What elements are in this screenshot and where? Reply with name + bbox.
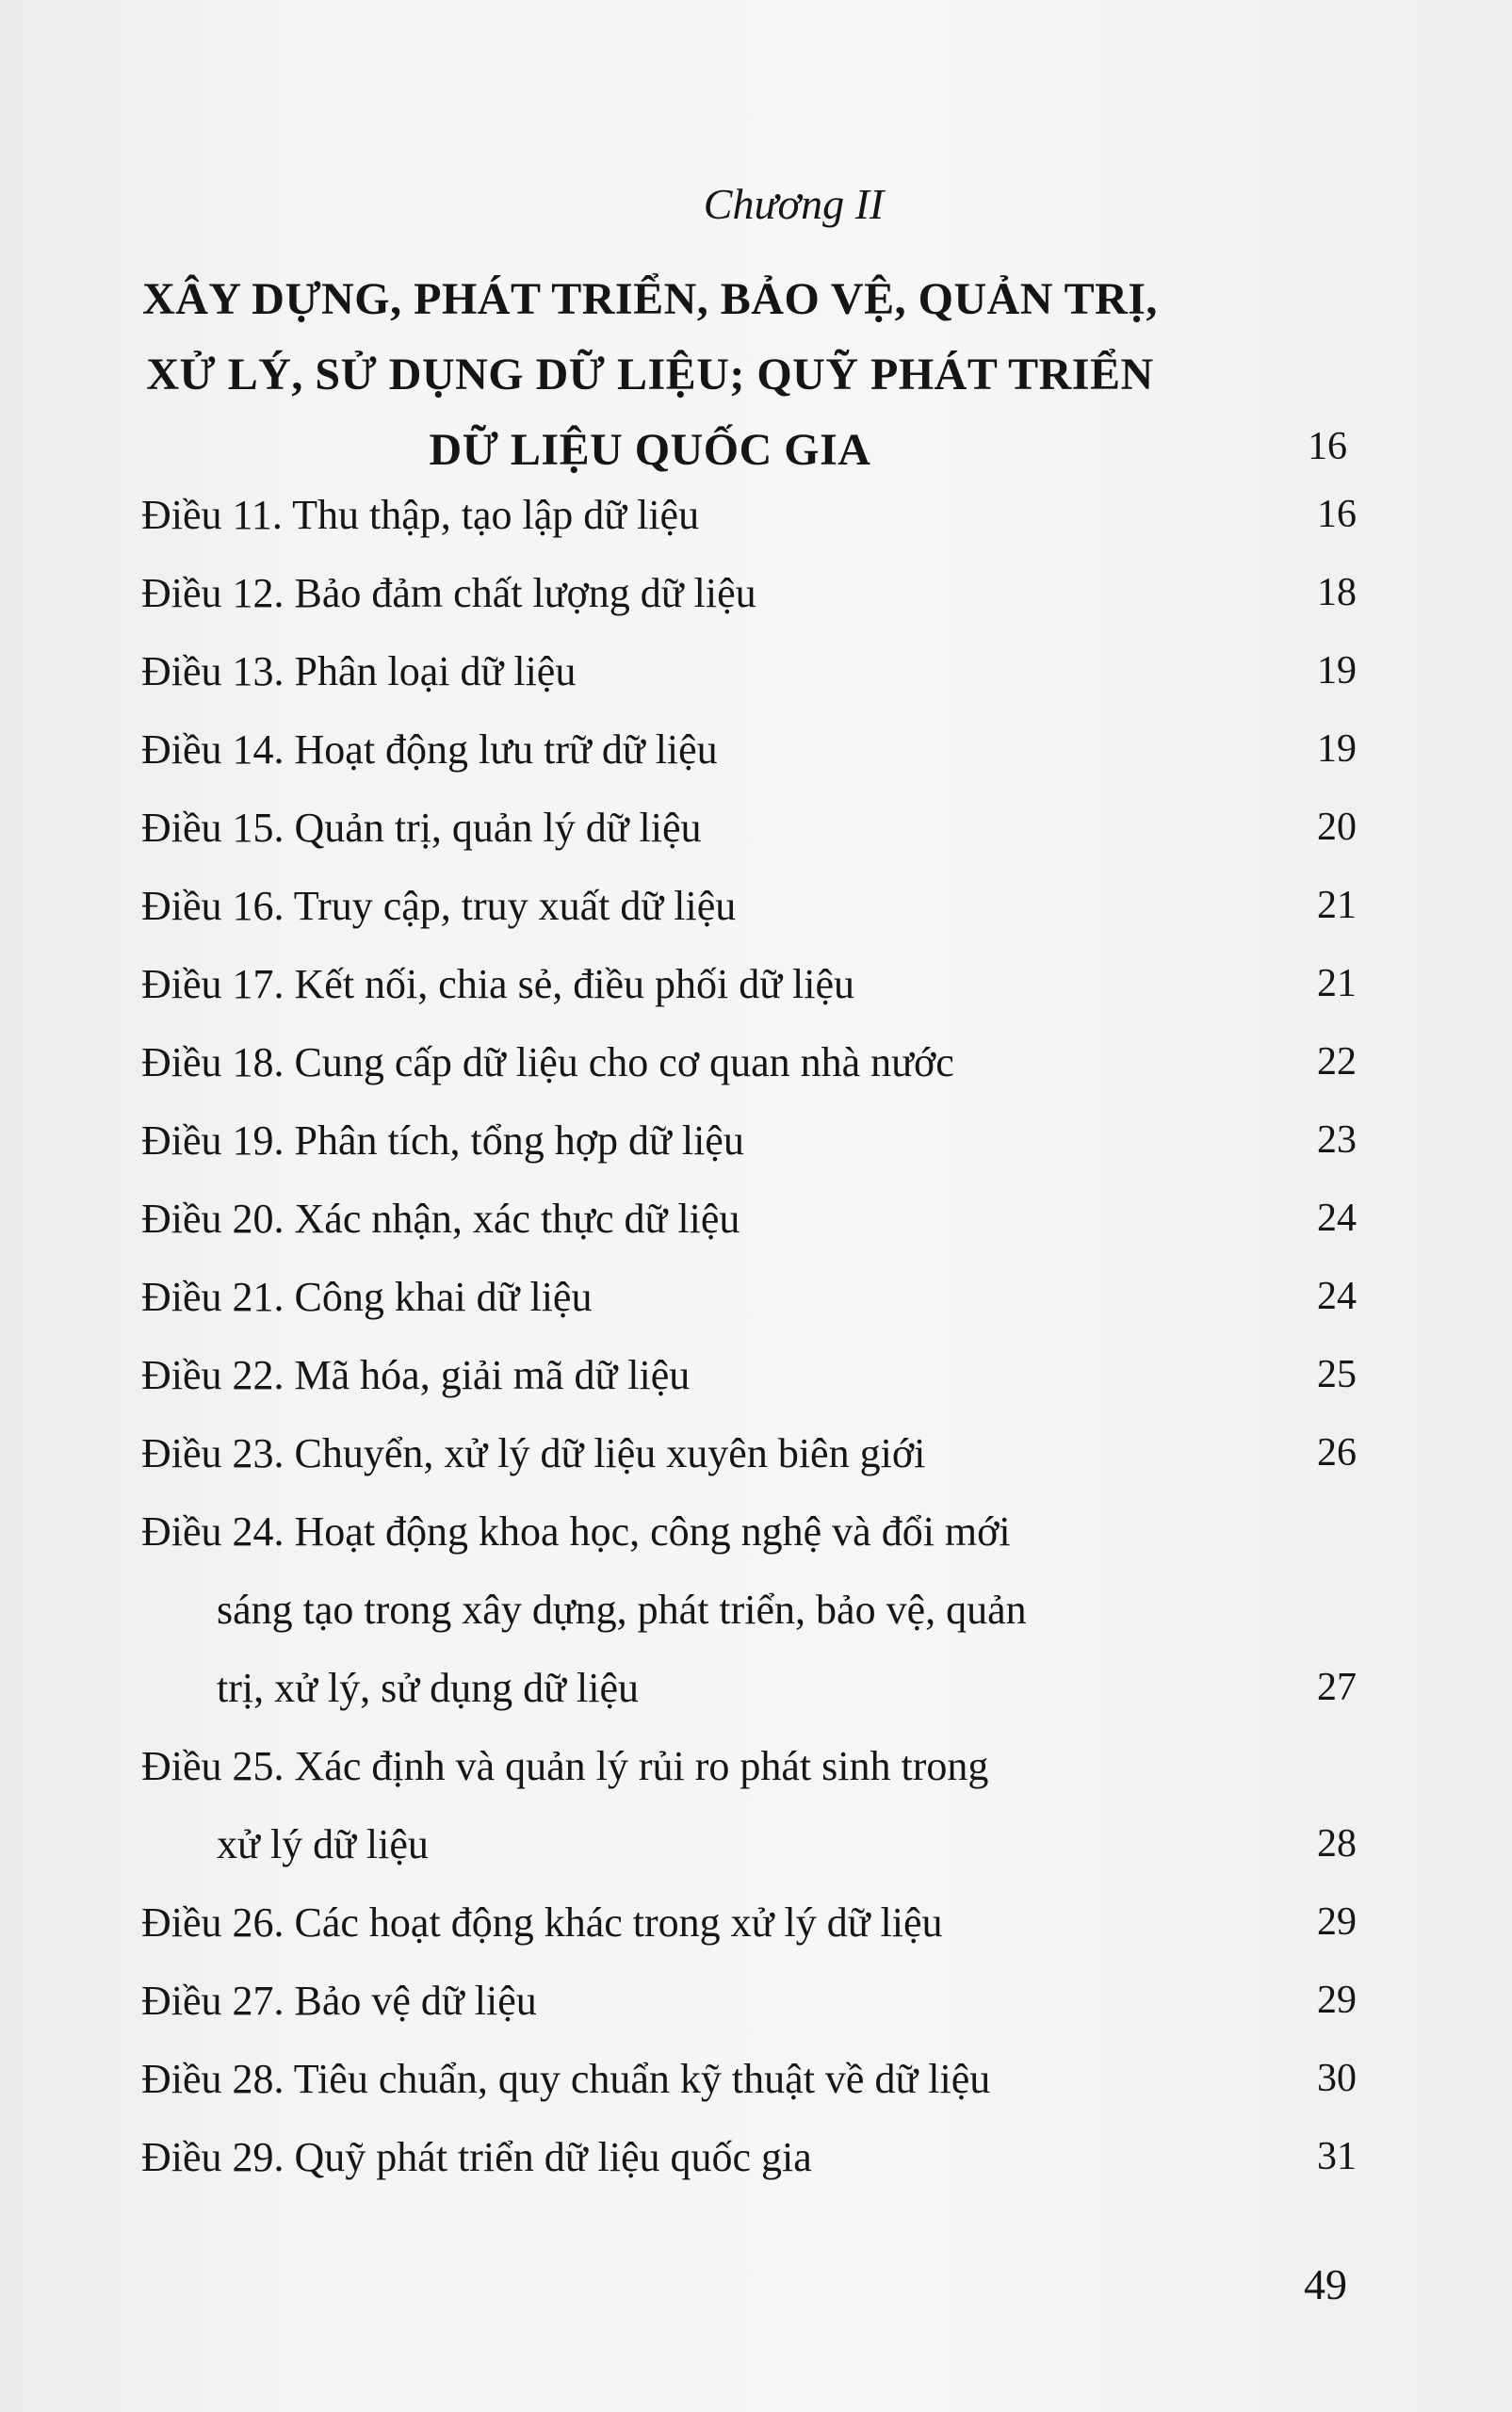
toc-entry <box>141 710 1357 789</box>
toc-entry-page-number: 29 <box>1317 1900 1357 1944</box>
toc-entry-title <box>141 1414 1357 1492</box>
toc-entry-title <box>141 1962 1357 2040</box>
toc-entry-page-number: 29 <box>1317 1979 1357 2022</box>
toc-entry-title <box>141 1883 1357 1962</box>
toc-entry-title <box>141 945 1357 1023</box>
toc-entry-page-number: 31 <box>1317 2135 1357 2178</box>
toc-entry-title <box>141 2118 1357 2196</box>
toc-entry-title-line: Điều 21. Công khai dữ liệu <box>141 1274 593 1320</box>
toc-entry-title-line: Điều 14. Hoạt động lưu trữ dữ liệu <box>141 726 718 773</box>
toc-entry-title-line: Điều 11. Thu thập, tạo lập dữ liệu <box>141 492 700 538</box>
toc-entry-title-line: Điều 26. Các hoạt động khác trong xử lý dữ liệu <box>141 1899 943 1946</box>
toc-entry-page-number: 27 <box>1317 1666 1357 1709</box>
toc-entry-title <box>141 1492 1357 1727</box>
toc-entry-title-line: Điều 13. Phân loại dữ liệu <box>141 648 577 694</box>
toc-entry-title-line: Điều 28. Tiêu chuẩn, quy chuẩn kỹ thuật về dữ liệu <box>141 2056 991 2102</box>
toc-entry-page-number: 24 <box>1317 1275 1357 1318</box>
toc-entry-title-line: Điều 20. Xác nhận, xác thực dữ liệu <box>141 1196 740 1242</box>
toc-entry-title-line: Điều 29. Quỹ phát triển dữ liệu quốc gia <box>141 2134 812 2180</box>
toc-entry-title-line: xử lý dữ liệu <box>217 1821 429 1867</box>
toc-entry-title-line: Điều 15. Quản trị, quản lý dữ liệu <box>141 805 702 851</box>
toc-entry-title-line: Điều 22. Mã hóa, giải mã dữ liệu <box>141 1352 691 1398</box>
toc-entry-title-line: Điều 27. Bảo vệ dữ liệu <box>141 1978 537 2024</box>
toc-entry-page-number: 26 <box>1317 1431 1357 1475</box>
toc-entry <box>141 1962 1357 2040</box>
toc-entry-title <box>141 789 1357 867</box>
toc-entry-title-line: Điều 16. Truy cập, truy xuất dữ liệu <box>141 883 737 929</box>
toc-entry-title <box>141 1101 1357 1180</box>
toc-entry-page-number: 19 <box>1317 649 1357 693</box>
toc-entry-page-number: 22 <box>1317 1040 1357 1084</box>
toc-entry <box>141 789 1357 867</box>
toc-entry-page-number: 23 <box>1317 1118 1357 1162</box>
toc-entry-page-number: 30 <box>1317 2057 1357 2100</box>
toc-entry-page-number: 16 <box>1317 493 1357 536</box>
toc-entry <box>141 1492 1357 1727</box>
toc-entry-title <box>141 1023 1357 1101</box>
toc-entry-page-number: 25 <box>1317 1353 1357 1396</box>
toc-entry-page-number: 24 <box>1317 1197 1357 1240</box>
toc-entry-title <box>141 1336 1357 1414</box>
toc-entry-title-line: Điều 25. Xác định và quản lý rủi ro phát sinh trong <box>141 1743 989 1789</box>
toc-entry <box>141 1883 1357 1962</box>
table-of-contents <box>141 476 1357 2196</box>
toc-entry-title <box>141 1180 1357 1258</box>
toc-entry-title-line: Điều 12. Bảo đảm chất lượng dữ liệu <box>141 570 756 616</box>
toc-entry <box>141 554 1357 632</box>
toc-entry-title-line: trị, xử lý, sử dụng dữ liệu <box>217 1665 639 1711</box>
toc-entry-page-number: 21 <box>1317 884 1357 927</box>
toc-entry-title <box>141 2040 1357 2118</box>
toc-entry-title <box>141 710 1357 789</box>
toc-entry <box>141 2040 1357 2118</box>
toc-entry <box>141 476 1357 554</box>
toc-entry-title-line: Điều 18. Cung cấp dữ liệu cho cơ quan nhà nước <box>141 1039 954 1085</box>
toc-entry-title-line: Điều 23. Chuyển, xử lý dữ liệu xuyên biên giới <box>141 1430 926 1476</box>
toc-entry-page-number: 19 <box>1317 727 1357 771</box>
toc-entry-title <box>141 1258 1357 1336</box>
toc-entry-title <box>141 554 1357 632</box>
toc-entry <box>141 1180 1357 1258</box>
toc-entry-title-line: Điều 24. Hoạt động khoa học, công nghệ và đổi mới <box>141 1508 1011 1555</box>
toc-entry <box>141 2118 1357 2196</box>
toc-entry <box>141 1336 1357 1414</box>
toc-entry-title <box>141 1727 1357 1883</box>
toc-entry <box>141 1258 1357 1336</box>
toc-entry-title-line: sáng tạo trong xây dựng, phát triển, bảo vệ, quản <box>217 1587 1027 1633</box>
toc-entry-page-number: 28 <box>1317 1822 1357 1866</box>
toc-entry <box>141 867 1357 945</box>
page-number: 49 <box>1304 2260 1347 2308</box>
toc-entry-page-number: 20 <box>1317 806 1357 849</box>
toc-entry <box>141 1023 1357 1101</box>
toc-entry-page-number: 18 <box>1317 571 1357 614</box>
toc-entry-title <box>141 632 1357 710</box>
chapter-heading-page-number: 16 <box>1308 425 1347 468</box>
chapter-heading-line: XỬ LÝ, SỬ DỤNG DỮ LIỆU; QUỸ PHÁT TRIỂN <box>146 350 1154 399</box>
toc-entry-title-line: Điều 17. Kết nối, chia sẻ, điều phối dữ liệu <box>141 961 855 1007</box>
chapter-heading-line: DỮ LIỆU QUỐC GIA <box>429 425 871 475</box>
toc-entry-title <box>141 867 1357 945</box>
toc-entry-page-number: 21 <box>1317 962 1357 1005</box>
toc-entry <box>141 1414 1357 1492</box>
chapter-title: Chương II <box>703 180 885 228</box>
chapter-heading-line: XÂY DỰNG, PHÁT TRIỂN, BẢO VỆ, QUẢN TRỊ, <box>142 274 1158 324</box>
toc-entry <box>141 632 1357 710</box>
toc-entry-title-line: Điều 19. Phân tích, tổng hợp dữ liệu <box>141 1117 744 1164</box>
toc-entry <box>141 945 1357 1023</box>
toc-entry-title <box>141 476 1357 554</box>
toc-entry <box>141 1101 1357 1180</box>
chapter-heading <box>141 262 1159 488</box>
toc-entry <box>141 1727 1357 1883</box>
